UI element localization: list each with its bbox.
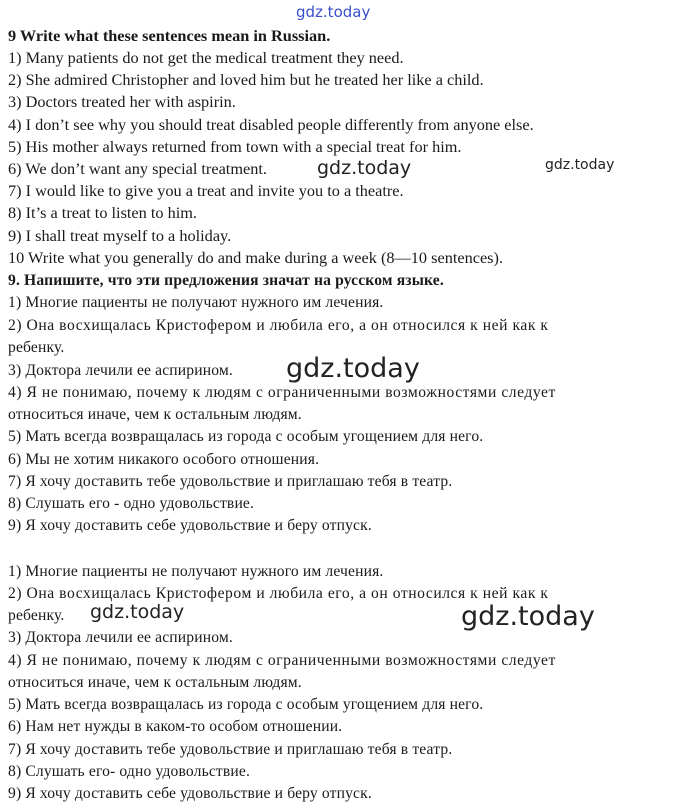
russian-line: 7) Я хочу доставить тебе удовольствие и приглашаю тебя в театр. bbox=[8, 473, 453, 490]
russian-line: относиться иначе, чем к остальным людям. bbox=[8, 406, 302, 423]
russian-line: 2) Она восхищалась Кристофером и любила его, а он относился к ней как к bbox=[8, 585, 549, 602]
english-line: 9) I shall treat myself to a holiday. bbox=[8, 226, 232, 245]
russian-line: 5) Мать всегда возвращалась из города с особым угощением для него. bbox=[8, 696, 484, 713]
russian-line: 3) Доктора лечили ее аспирином. bbox=[8, 629, 233, 646]
english-line: 10 Write what you generally do and make during a week (8—10 sentences). bbox=[8, 248, 504, 267]
russian-line: 2) Она восхищалась Кристофером и любила его, а он относился к ней как к bbox=[8, 317, 549, 334]
watermark: gdz.today bbox=[90, 601, 185, 623]
russian-line: 6) Нам нет нужды в каком-то особом отношении. bbox=[8, 718, 343, 735]
english-line: 6) We don’t want any special treatment. bbox=[8, 159, 267, 178]
watermark: gdz.today bbox=[545, 157, 615, 173]
russian-line: 1) Многие пациенты не получают нужного им лечения. bbox=[8, 563, 384, 580]
watermark: gdz.today bbox=[461, 601, 595, 632]
russian-line: 1) Многие пациенты не получают нужного им лечения. bbox=[8, 294, 384, 311]
russian-line: 4) Я не понимаю, почему к людям с ограниченными возможностями следует bbox=[8, 652, 556, 669]
watermark: gdz.today bbox=[317, 157, 412, 179]
russian-line: 9) Я хочу доставить себе удовольствие и беру отпуск. bbox=[8, 517, 372, 534]
english-heading: 9 Write what these sentences mean in Russian. bbox=[8, 26, 331, 45]
russian-line: 3) Доктора лечили ее аспирином. bbox=[8, 362, 233, 379]
english-line: 8) It’s a treat to listen to him. bbox=[8, 203, 198, 222]
russian-line: 7) Я хочу доставить тебе удовольствие и приглашаю тебя в театр. bbox=[8, 741, 453, 758]
russian-heading: 9. Напишите, что эти предложения значат на русском языке. bbox=[8, 272, 444, 289]
english-line: 5) His mother always returned from town with a special treat for him. bbox=[8, 137, 462, 156]
russian-line: 8) Слушать его- одно удовольствие. bbox=[8, 763, 251, 780]
russian-line: ребенку. bbox=[8, 607, 65, 624]
russian-line: 6) Мы не хотим никакого особого отношения. bbox=[8, 451, 320, 468]
russian-line: относиться иначе, чем к остальным людям. bbox=[8, 674, 302, 691]
russian-line: 8) Слушать его - одно удовольствие. bbox=[8, 495, 255, 512]
english-line: 7) I would like to give you a treat and invite you to a theatre. bbox=[8, 181, 404, 200]
russian-line: 5) Мать всегда возвращалась из города с особым угощением для него. bbox=[8, 428, 484, 445]
russian-line: ребенку. bbox=[8, 339, 65, 356]
russian-line: 4) Я не понимаю, почему к людям с ограниченными возможностями следует bbox=[8, 384, 556, 401]
watermark: gdz.today bbox=[286, 353, 420, 384]
watermark: gdz.today bbox=[296, 3, 371, 21]
english-line: 2) She admired Christopher and loved him but he treated her like a child. bbox=[8, 70, 484, 89]
russian-line: 9) Я хочу доставить себе удовольствие и беру отпуск. bbox=[8, 785, 372, 802]
english-line: 3) Doctors treated her with aspirin. bbox=[8, 92, 236, 111]
english-line: 4) I don’t see why you should treat disabled people differently from anyone else. bbox=[8, 115, 534, 134]
english-line: 1) Many patients do not get the medical treatment they need. bbox=[8, 48, 404, 67]
